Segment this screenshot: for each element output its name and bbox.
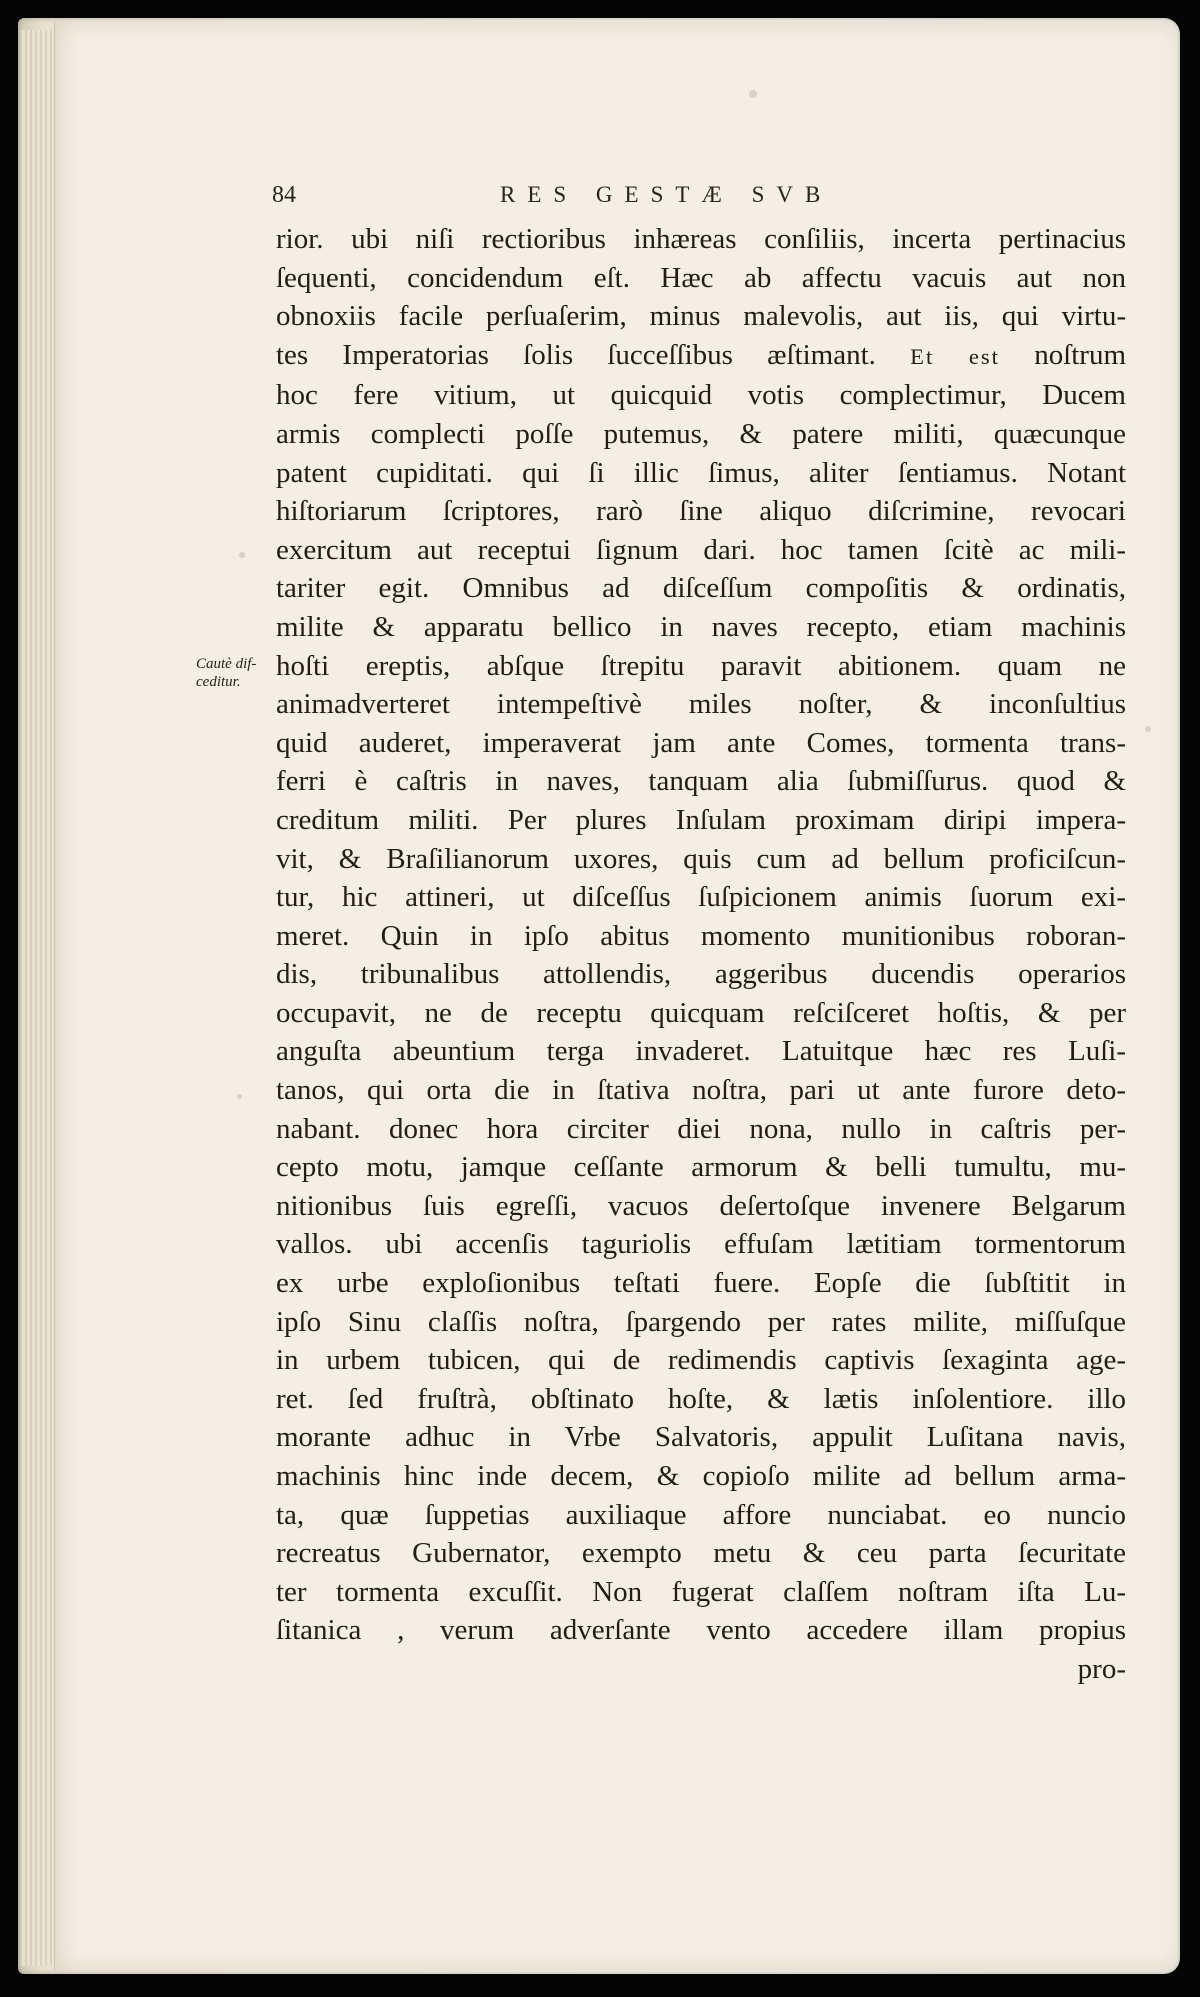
text-fragment: noſtrum xyxy=(1034,338,1127,371)
text-line: rior. ubi niſi rectioribus inhæreas conſiliis, incerta pertinacius xyxy=(276,223,1126,255)
paper-spot xyxy=(1145,726,1151,732)
body-text xyxy=(276,220,1126,1689)
text-line: ter tormenta excuſſit. Non fugerat claſſem noſtram iſta Lu- xyxy=(276,1575,1126,1608)
margin-note xyxy=(196,655,266,691)
text-line: vit, & Braſilianorum uxores, quis cum ad bellum proficiſcun- xyxy=(276,842,1126,875)
text-line-mixed xyxy=(276,336,1126,377)
text-line: nabant. donec hora circiter diei nona, nullo in caſtris per- xyxy=(276,1112,1126,1145)
running-title: RES GESTÆ SVB xyxy=(500,182,833,207)
text-line: exercitum aut receptui ſignum dari. hoc tamen ſcitè ac mili- xyxy=(276,533,1126,566)
margin-note-line: Cautè dif- xyxy=(196,656,257,672)
catchword: pro- xyxy=(1077,1652,1126,1685)
text-line: morante adhuc in Vrbe Salvatoris, appulit Luſitana navis, xyxy=(276,1421,1126,1454)
text-line: ſitanica , verum adverſante vento accedere illam propius xyxy=(276,1614,1126,1647)
text-line: cepto motu, jamque ceſſante armorum & belli tumultu, mu- xyxy=(276,1151,1126,1184)
text-line: in urbem tubicen, qui de redimendis captivis ſexaginta age- xyxy=(276,1344,1126,1377)
text-line: meret. Quin in ipſo abitus momento munitionibus roboran- xyxy=(276,919,1126,952)
text-line: recreatus Gubernator, exempto metu & ceu parta ſecuritate xyxy=(276,1537,1126,1570)
text-line: vallos. ubi accenſis taguriolis effuſam lætitiam tormentorum xyxy=(276,1228,1126,1261)
text-line: occupavit, ne de receptu quicquam reſciſceret hoſtis, & per xyxy=(276,996,1126,1029)
text-line: ſequenti, concidendum eſt. Hæc ab affectu vacuis aut non xyxy=(276,261,1126,294)
text-line: obnoxiis facile perſuaſerim, minus malevolis, aut iis, qui virtu- xyxy=(276,300,1126,333)
text-line: armis complecti poſſe putemus, & patere militi, quæcunque xyxy=(276,417,1126,450)
text-line: ex urbe exploſionibus teſtati fuere. Eopſe die ſubſtitit in xyxy=(276,1267,1126,1300)
text-line: machinis hinc inde decem, & copioſo milite ad bellum arma- xyxy=(276,1460,1126,1492)
text-line: tanos, qui orta die in ſtativa noſtra, pari ut ante furore deto- xyxy=(276,1074,1126,1107)
text-line: ret. ſed fruſtrà, obſtinato hoſte, & lætis inſolentiore. illo xyxy=(276,1382,1126,1415)
page-number: 84 xyxy=(272,182,296,208)
running-head xyxy=(272,182,892,216)
smallcaps-fragment: Et est xyxy=(910,343,1000,369)
text-line: hoc fere vitium, ut quicquid votis complectimur, Ducem xyxy=(276,379,1126,412)
text-line: nitionibus ſuis egreſſi, vacuos deſertoſque invenere Belgarum xyxy=(276,1189,1126,1222)
paper-spot xyxy=(237,1094,242,1099)
text-line: tariter egit. Omnibus ad diſceſſum compoſitis & ordinatis, xyxy=(276,572,1126,605)
text-line: hiſtoriarum ſcriptores, rarò ſine aliquo diſcrimine, revocari xyxy=(276,495,1126,528)
text-fragment: tes Imperatorias ſolis ſucceſſibus æſtimant. xyxy=(276,338,876,371)
text-line: hoſti ereptis, abſque ſtrepitu paravit abitionem. quam ne xyxy=(276,649,1126,682)
text-line: quid auderet, imperaverat jam ante Comes, tormenta trans- xyxy=(276,726,1126,759)
text-line: creditum militi. Per plures Inſulam proximam diripi impera- xyxy=(276,803,1126,836)
paper-spot xyxy=(749,90,757,98)
text-line: anguſta abeuntium terga invaderet. Latuitque hæc res Luſi- xyxy=(276,1035,1126,1068)
text-line: ta, quæ ſuppetias auxiliaque affore nunciabat. eo nuncio xyxy=(276,1498,1126,1531)
text-line: milite & apparatu bellico in naves recepto, etiam machinis xyxy=(276,610,1126,643)
text-line: ferri è caſtris in naves, tanquam alia ſubmiſſurus. quod & xyxy=(276,765,1126,798)
paper-spot xyxy=(239,552,245,558)
text-line: tur, hic attineri, ut diſceſſus ſuſpicionem animis ſuorum exi- xyxy=(276,881,1126,914)
text-line: animadverteret intempeſtivè miles noſter, & inconſultius xyxy=(276,688,1126,721)
margin-note-line: ceditur. xyxy=(196,674,241,690)
text-line: patent cupiditati. qui ſi illic ſimus, aliter ſentiamus. Notant xyxy=(276,456,1126,489)
text-line: ipſo Sinu claſſis noſtra, ſpargendo per rates milite, miſſuſque xyxy=(276,1305,1126,1338)
text-line: dis, tribunalibus attollendis, aggeribus ducendis operarios xyxy=(276,958,1126,991)
